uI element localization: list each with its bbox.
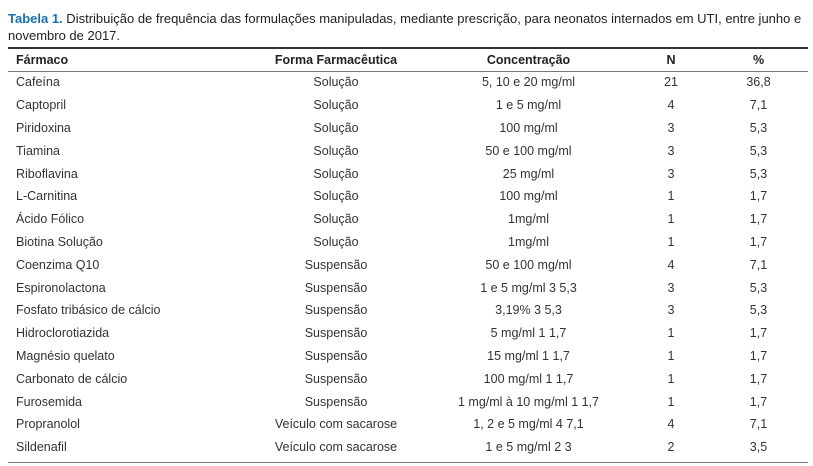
table-row — [8, 117, 813, 140]
caption-label: Tabela 1. — [8, 11, 63, 26]
table-row — [8, 253, 813, 276]
header-concentracao: Concentração — [486, 53, 571, 67]
cell-forma: Solução — [313, 166, 359, 181]
cell-forma: Suspensão — [304, 303, 368, 318]
table-row — [8, 231, 813, 254]
cell-n: 3 — [667, 166, 675, 181]
cell-forma: Solução — [313, 212, 359, 227]
cell-forma: Solução — [313, 189, 359, 204]
cell-n: 4 — [667, 98, 675, 113]
cell-concentracao: 1, 2 e 5 mg/ml 4 7,1 — [473, 417, 584, 432]
cell-n: 1 — [667, 371, 675, 386]
cell-n: 1 — [667, 212, 675, 227]
table-row — [8, 276, 813, 299]
cell-n: 2 — [667, 440, 675, 455]
cell-concentracao: 100 mg/ml — [499, 189, 558, 204]
cell-n: 1 — [667, 189, 675, 204]
cell-farmaco: Propranolol — [16, 417, 80, 432]
cell-n: 21 — [664, 75, 678, 90]
table-row — [8, 71, 813, 94]
cell-forma: Solução — [313, 234, 359, 249]
cell-farmaco: Furosemida — [16, 394, 82, 409]
cell-concentracao: 5 mg/ml 1 1,7 — [490, 326, 567, 341]
cell-percent: 5,3 — [749, 120, 768, 135]
cell-concentracao: 1 e 5 mg/ml 2 3 — [485, 440, 572, 455]
table-row — [8, 299, 813, 322]
cell-n: 4 — [667, 417, 675, 432]
table-row — [8, 413, 813, 436]
cell-farmaco: Carbonato de cálcio — [16, 371, 128, 386]
table-caption — [8, 10, 808, 44]
cell-percent: 7,1 — [749, 417, 768, 432]
cell-percent: 1,7 — [749, 371, 768, 386]
cell-farmaco: Captopril — [16, 98, 67, 113]
header-forma: Forma Farmacêutica — [274, 53, 398, 67]
caption-text: Distribuição de frequência das formulações manipuladas, mediante prescrição, para neonatos internados em UTI, entre junho e novembro de 2017. — [8, 11, 802, 43]
table-row — [8, 367, 813, 390]
cell-n: 3 — [667, 143, 675, 158]
cell-farmaco: Hidroclorotiazida — [16, 326, 110, 341]
cell-percent: 3,5 — [749, 440, 768, 455]
cell-concentracao: 100 mg/ml 1 1,7 — [483, 371, 574, 386]
cell-n: 3 — [667, 120, 675, 135]
header-percent: % — [752, 53, 765, 67]
cell-n: 1 — [667, 234, 675, 249]
cell-forma: Solução — [313, 120, 359, 135]
cell-forma: Suspensão — [304, 326, 368, 341]
table-row — [8, 345, 813, 368]
table-row — [8, 139, 813, 162]
header-farmaco: Fármaco — [16, 53, 69, 67]
cell-forma: Veículo com sacarose — [274, 440, 398, 455]
cell-concentracao: 50 e 100 mg/ml — [485, 257, 572, 272]
cell-farmaco: Ácido Fólico — [16, 212, 85, 227]
table-row — [8, 390, 813, 413]
cell-concentracao: 15 mg/ml 1 1,7 — [487, 348, 570, 363]
cell-percent: 1,7 — [749, 348, 768, 363]
bottom-rule — [8, 462, 808, 463]
cell-forma: Solução — [313, 75, 359, 90]
table-row — [8, 436, 813, 459]
cell-concentracao: 1mg/ml — [508, 212, 549, 227]
cell-percent: 5,3 — [749, 143, 768, 158]
cell-percent: 5,3 — [749, 166, 768, 181]
cell-percent: 1,7 — [749, 189, 768, 204]
formulations-table — [8, 49, 813, 459]
cell-percent: 1,7 — [749, 326, 768, 341]
cell-forma: Suspensão — [304, 348, 368, 363]
cell-forma: Solução — [313, 143, 359, 158]
cell-percent: 5,3 — [749, 280, 768, 295]
header-n: N — [666, 53, 676, 67]
cell-concentracao: 50 e 100 mg/ml — [485, 143, 572, 158]
cell-farmaco: Cafeína — [16, 75, 60, 90]
cell-farmaco: Piridoxina — [16, 120, 71, 135]
table-row — [8, 322, 813, 345]
cell-concentracao: 1 e 5 mg/ml — [495, 98, 562, 113]
cell-forma: Veículo com sacarose — [274, 417, 398, 432]
cell-forma: Suspensão — [304, 394, 368, 409]
cell-percent: 1,7 — [749, 212, 768, 227]
cell-farmaco: Coenzima Q10 — [16, 257, 100, 272]
cell-farmaco: L-Carnitina — [16, 189, 78, 204]
cell-n: 1 — [667, 348, 675, 363]
table-body — [8, 71, 813, 459]
cell-forma: Suspensão — [304, 280, 368, 295]
table-row — [8, 162, 813, 185]
cell-concentracao: 25 mg/ml — [502, 166, 555, 181]
cell-forma: Solução — [313, 98, 359, 113]
cell-n: 3 — [667, 303, 675, 318]
cell-farmaco: Biotina Solução — [16, 234, 103, 249]
cell-percent: 7,1 — [749, 98, 768, 113]
cell-forma: Suspensão — [304, 257, 368, 272]
cell-forma: Suspensão — [304, 371, 368, 386]
cell-n: 1 — [667, 394, 675, 409]
table-row — [8, 94, 813, 117]
cell-n: 1 — [667, 326, 675, 341]
cell-n: 4 — [667, 257, 675, 272]
cell-farmaco: Fosfato tribásico de cálcio — [16, 303, 161, 318]
header-row — [8, 49, 813, 71]
cell-concentracao: 3,19% 3 5,3 — [495, 303, 562, 318]
table-row — [8, 185, 813, 208]
cell-concentracao: 1mg/ml — [508, 234, 549, 249]
cell-percent: 7,1 — [749, 257, 768, 272]
cell-percent: 5,3 — [749, 303, 768, 318]
cell-percent: 1,7 — [749, 234, 768, 249]
cell-concentracao: 5, 10 e 20 mg/ml — [481, 75, 576, 90]
cell-concentracao: 1 e 5 mg/ml 3 5,3 — [480, 280, 577, 295]
cell-concentracao: 1 mg/ml à 10 mg/ml 1 1,7 — [457, 394, 600, 409]
cell-farmaco: Tiamina — [16, 143, 60, 158]
table-row — [8, 208, 813, 231]
cell-percent: 36,8 — [746, 75, 771, 90]
cell-n: 3 — [667, 280, 675, 295]
cell-farmaco: Riboflavina — [16, 166, 78, 181]
cell-percent: 1,7 — [749, 394, 768, 409]
cell-farmaco: Espironolactona — [16, 280, 106, 295]
cell-concentracao: 100 mg/ml — [499, 120, 558, 135]
cell-farmaco: Sildenafil — [16, 440, 67, 455]
cell-farmaco: Magnésio quelato — [16, 348, 115, 363]
